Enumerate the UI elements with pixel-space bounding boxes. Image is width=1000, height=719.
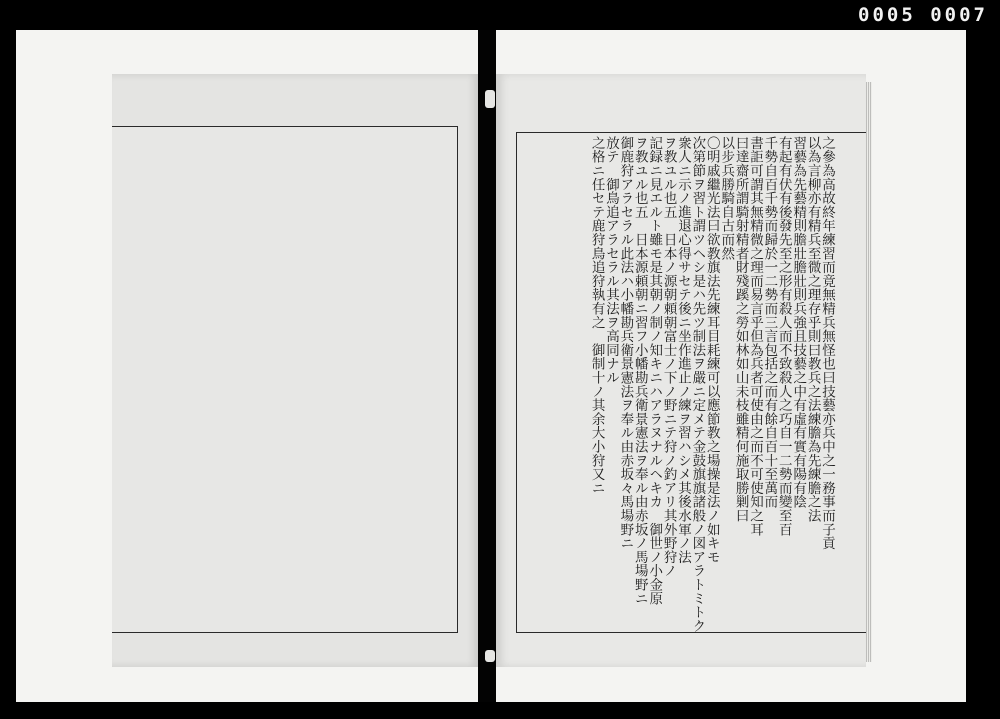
text-column: 之參為高故終年練習而竟無精兵無怪也曰技藝亦兵中之一務事而子貢 [819, 136, 835, 550]
text-column: 〇明戚繼光法曰欲教旗法先練耳目耗練可以應節教之場操是法ノ如キモ [703, 136, 720, 564]
text-column: 次第節ヲ習ト謂ツヘシ是ハ先ツ制法ヲ嚴ニ定メテ金鼓旗旗諸般ノ図アラトミトク [689, 136, 706, 633]
text-column: 千勢自百千勢而歸於一二勢而三言包括之而有餘自百十至萬而 [761, 136, 778, 509]
spine-binding-bottom [485, 650, 495, 662]
text-column: 放テ 御鳥追アラセラル其法ヲ高同ナル [603, 136, 619, 385]
text-column: 御鹿狩アラセラル此法ハ小幡勘兵衛景憲法ヲ奉ル由赤坂々馬場野ニ [617, 136, 634, 550]
text-column: 曰達齋所謂騎射精者財殘蹊之勞如林如山未枝雖精何施取勝剿曰 [732, 136, 749, 523]
text-column: 之格ニ任セテ鹿狩鳥追狩執有之 御制十ノ其余大小狩又ニ [588, 136, 605, 495]
right-page [496, 74, 866, 667]
book-spine [478, 30, 496, 702]
right-page-text [588, 136, 838, 651]
text-column: ヲ教ユル也五 日本源頼朝ニ習フ小幡勘兵衛景憲法ヲ奉ル由赤坂ノ馬場野ニ [631, 136, 648, 606]
text-column: 書詎可謂其無精微之理而易言乎但為兵者可使由之而不可使知之耳 [747, 136, 763, 537]
spine-binding-top [485, 90, 495, 108]
page-edges [866, 82, 872, 662]
text-column: 以步兵勝騎自古而然 [718, 136, 735, 261]
text-column: ヲ教ユル也五 日本ノ源朝頼朝富士ノ下ノ野ニテ狩ノ釣アリ其外野狩ノ [660, 136, 677, 578]
left-page [112, 74, 480, 667]
left-page-border [112, 126, 458, 633]
text-column: 有起有伏有後發先至之形有殺人而不致殺人之巧自一二勢而變至百 [775, 136, 792, 537]
text-column: 以為言柳亦有精兵至微之理存乎則曰教兵之法練膽為先練膽之法 [804, 136, 821, 523]
text-column: 記録ニ見エルト雖モ是其朝ノ制ノ知キニハアラヌナルヘキカ 御世ノ小金原 [646, 136, 663, 606]
text-column: 習藝為先藝精則膽壯膽壯則兵強且技藝之中有虛有實有陽有陰 [790, 136, 807, 509]
text-column: 衆人ニ示ノ進退心得サセテ後ニ坐作進止ノ練ヲ習ハシメ其後水軍ノ法 [675, 136, 691, 564]
frame-number: 0005 0007 [858, 4, 988, 26]
